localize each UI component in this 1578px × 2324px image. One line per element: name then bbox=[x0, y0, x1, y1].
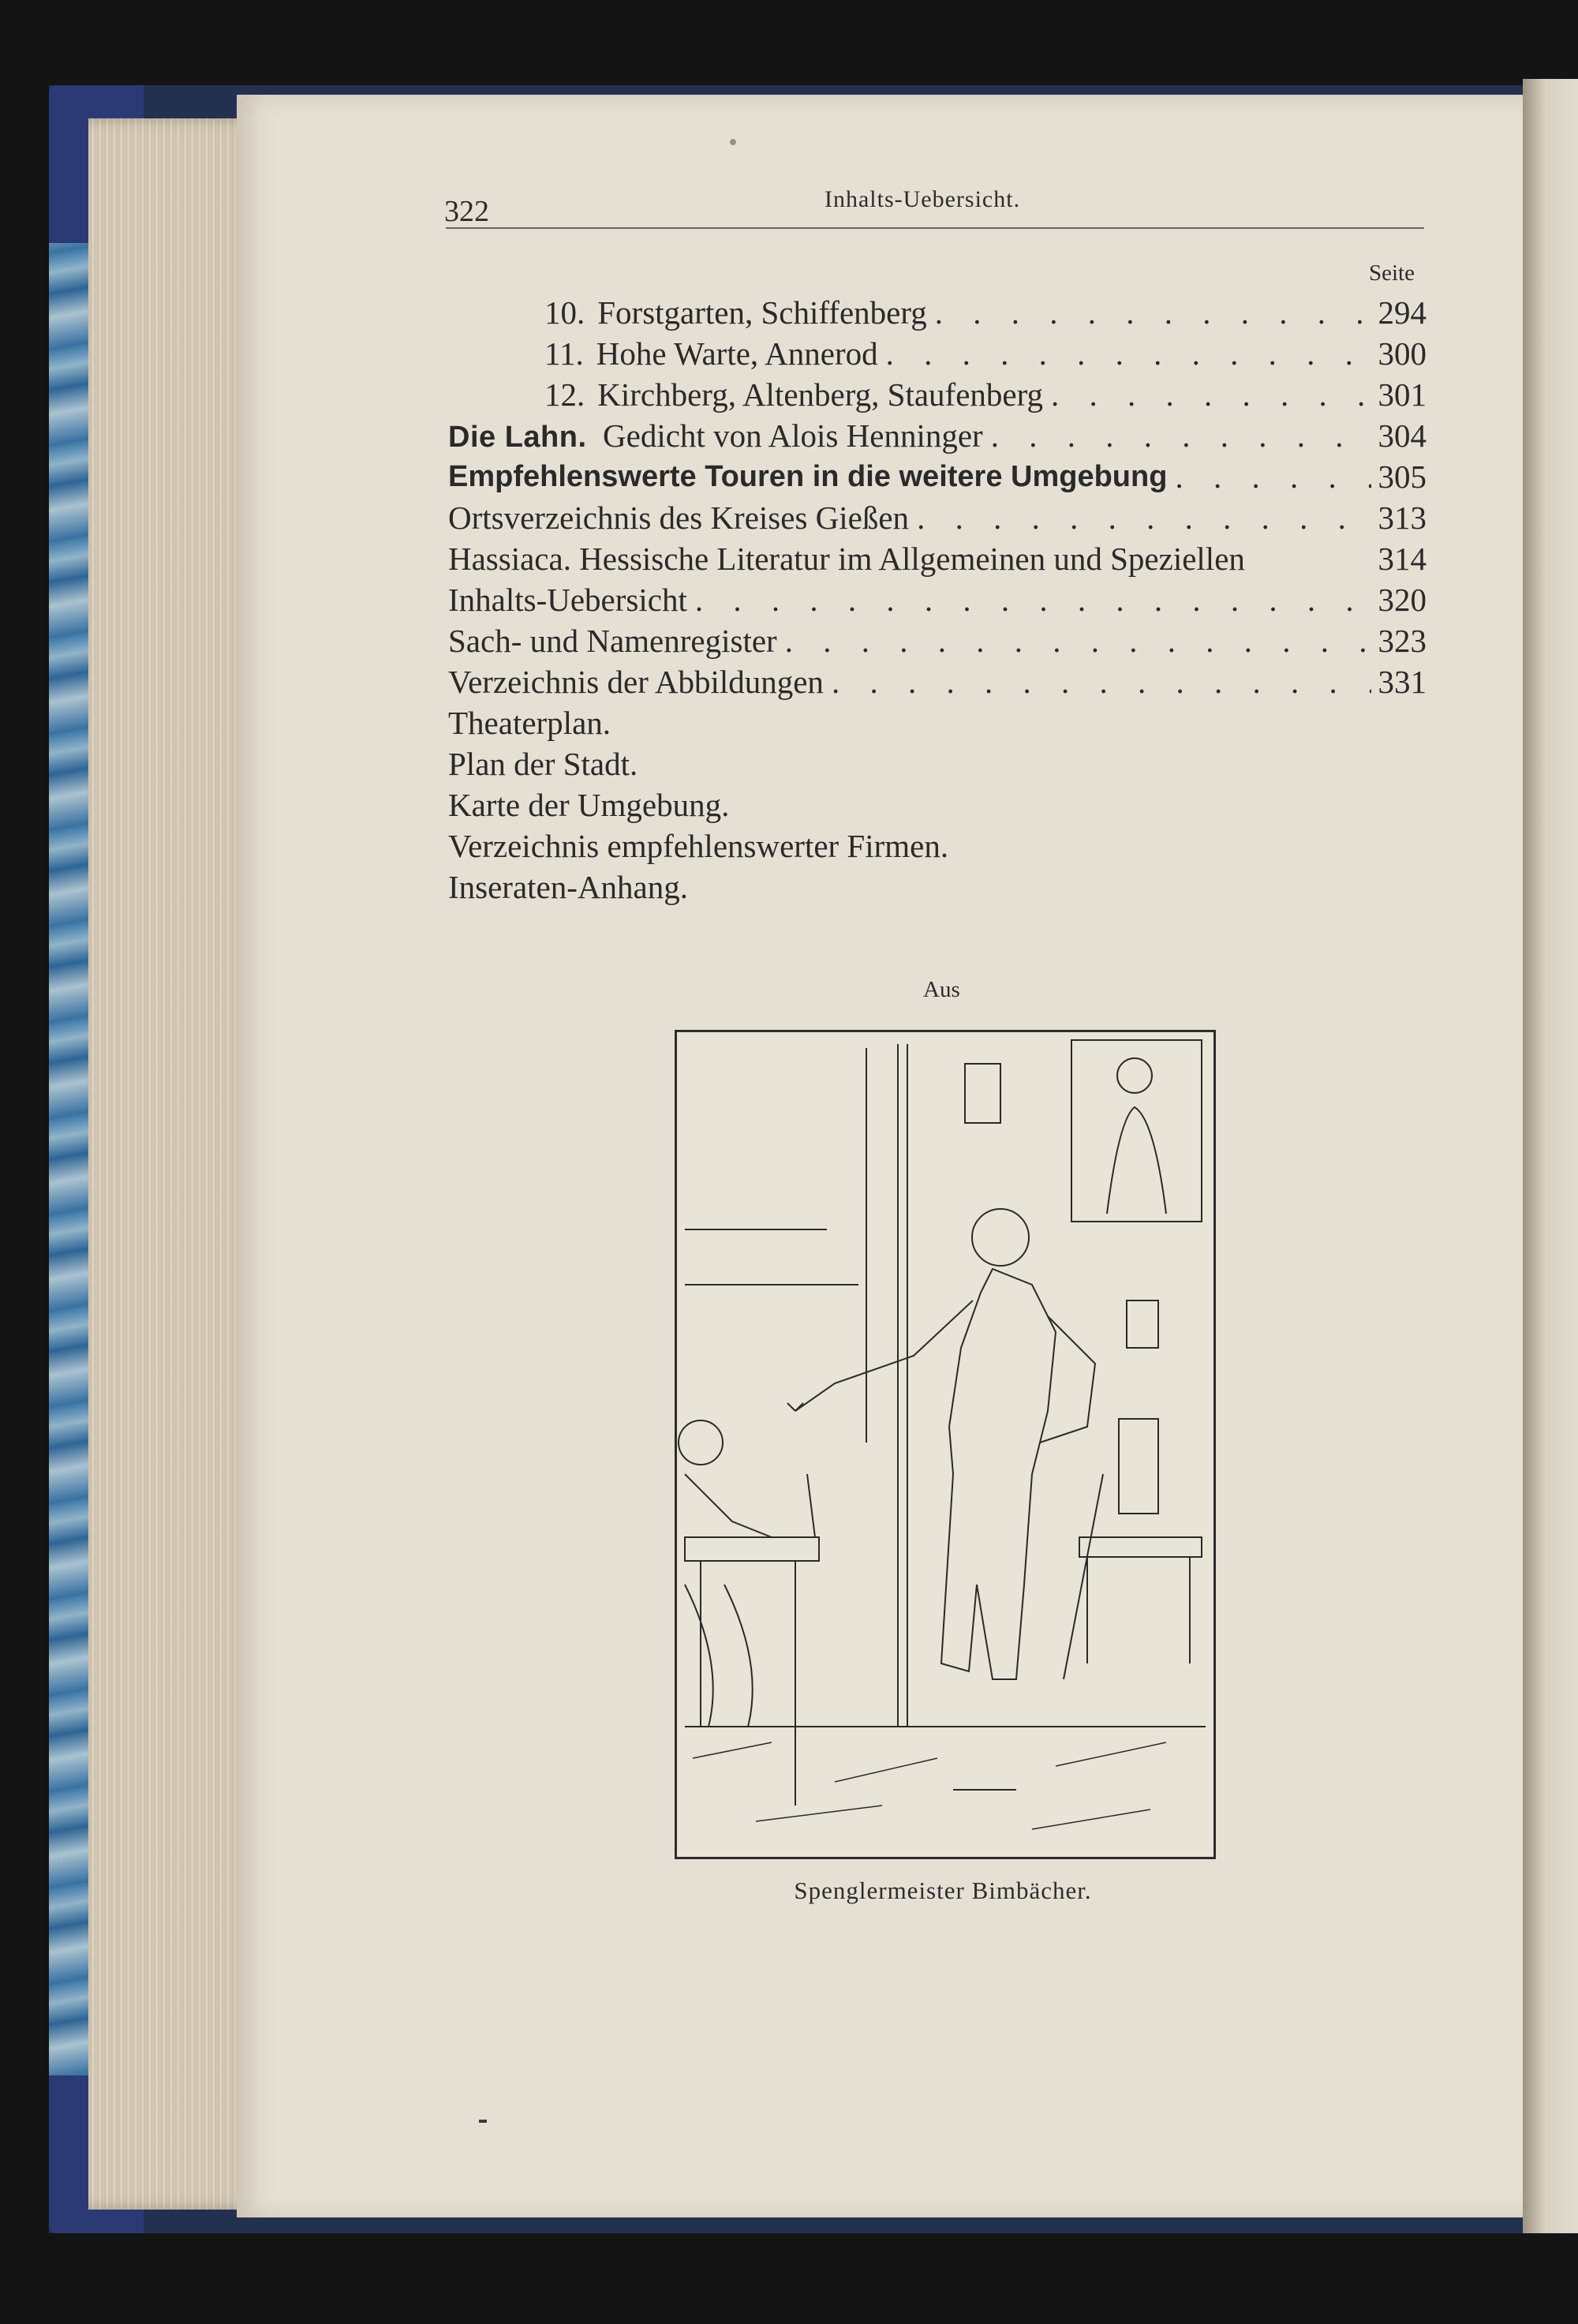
toc-entry-title bbox=[448, 415, 983, 456]
leader-dots bbox=[1167, 456, 1371, 497]
figure-apron bbox=[941, 1269, 1056, 1679]
figure-arm-on-hip bbox=[1040, 1316, 1095, 1443]
framed-picture bbox=[1071, 1040, 1202, 1222]
toc-entry bbox=[448, 620, 1427, 661]
toc-entry bbox=[448, 825, 1427, 866]
toc-entry-page: 331 bbox=[1378, 664, 1427, 700]
quill bbox=[807, 1474, 815, 1537]
leader-dots bbox=[909, 497, 1371, 538]
toc-entry bbox=[448, 661, 1427, 702]
side-table bbox=[1079, 1537, 1202, 1557]
toc-entry-number: 11. bbox=[544, 335, 584, 372]
leader-dots bbox=[983, 415, 1371, 456]
figure-caption: Spenglermeister Bimbächer. bbox=[794, 1877, 1092, 1904]
wall-icon bbox=[1127, 1300, 1158, 1348]
toc-entry-title: Ortsverzeichnis des Kreises Gießen bbox=[448, 500, 910, 536]
paper-speck bbox=[730, 139, 736, 145]
toc-entry bbox=[448, 866, 1427, 908]
toc-entry-title: Verzeichnis der Abbildungen bbox=[448, 664, 824, 700]
leader-dots bbox=[687, 579, 1371, 620]
toc-entry-title: Karte der Umgebung. bbox=[448, 787, 730, 823]
portrait-head bbox=[1117, 1058, 1152, 1093]
lamp bbox=[1119, 1419, 1158, 1514]
toc-entry-page: 320 bbox=[1378, 582, 1427, 618]
toc-entry bbox=[448, 415, 1427, 456]
floor-hatching bbox=[693, 1742, 1166, 1829]
leader-dots bbox=[1043, 374, 1371, 415]
page-column-label: Seite bbox=[1369, 260, 1415, 286]
leader-dots bbox=[927, 292, 1371, 333]
toc-entry-page: 304 bbox=[1378, 417, 1427, 454]
toc-entry-page: 300 bbox=[1378, 335, 1427, 372]
toc-entry bbox=[448, 292, 1427, 333]
toc-entry-title: Sach- und Namenregister bbox=[448, 623, 777, 659]
toc-entry-page: 313 bbox=[1378, 500, 1427, 536]
toc-entry bbox=[448, 743, 1427, 784]
figure-overline: Aus bbox=[923, 977, 960, 1002]
toc-entry bbox=[448, 702, 1427, 743]
leaning-tool bbox=[1064, 1474, 1103, 1679]
toc-entry bbox=[448, 538, 1427, 579]
ink-mark bbox=[479, 2120, 487, 2123]
seated-figure-head bbox=[679, 1420, 723, 1465]
toc-entry-title: Hohe Warte, Annerod bbox=[596, 335, 878, 372]
illustration bbox=[675, 1030, 1216, 1859]
leader-dots bbox=[1245, 538, 1371, 579]
work-bench bbox=[685, 1537, 819, 1561]
toc-entry-page: 323 bbox=[1378, 623, 1427, 659]
toc-entry bbox=[448, 456, 1427, 497]
toc-entry-title: Empfehlenswerte Touren in die weitere Umgebung bbox=[448, 460, 1168, 493]
toc-entry-title: Inseraten-Anhang. bbox=[448, 869, 688, 905]
toc-entry bbox=[448, 374, 1427, 415]
toc-entry bbox=[448, 579, 1427, 620]
running-title: Inhalts-Uebersicht. bbox=[825, 186, 1021, 212]
toc-entry bbox=[448, 333, 1427, 374]
toc-entry-lead: Die Lahn. bbox=[448, 421, 587, 454]
toc-entry-subtitle: Gedicht von Alois Henninger bbox=[603, 417, 983, 454]
leader-dots bbox=[824, 661, 1371, 702]
toc-entry bbox=[448, 784, 1427, 825]
table-of-contents bbox=[448, 292, 1427, 908]
seated-figure-arm bbox=[685, 1474, 772, 1537]
page-number: 322 bbox=[444, 195, 489, 228]
seated-figure-dress bbox=[685, 1585, 753, 1727]
line-drawing-craftsman bbox=[677, 1032, 1213, 1857]
toc-entry-title: Verzeichnis empfehlenswerter Firmen. bbox=[448, 828, 949, 864]
toc-entry-number: 12. bbox=[544, 376, 585, 413]
header-rule bbox=[446, 227, 1424, 229]
toc-entry-page: 294 bbox=[1378, 294, 1427, 331]
toc-entry bbox=[448, 497, 1427, 538]
wall-icon bbox=[965, 1064, 1000, 1123]
leader-dots bbox=[878, 333, 1371, 374]
toc-entry-title: Forstgarten, Schiffenberg bbox=[597, 294, 927, 331]
page-block-edge bbox=[88, 118, 254, 2210]
toc-entry-number: 10. bbox=[544, 294, 585, 331]
toc-entry-title: Plan der Stadt. bbox=[448, 746, 638, 782]
toc-entry-title: Hassiaca. Hessische Literatur im Allgemeinen und Speziellen bbox=[448, 541, 1245, 577]
leader-dots bbox=[777, 620, 1371, 661]
toc-entry-page: 314 bbox=[1378, 541, 1427, 577]
toc-entry-title: Kirchberg, Altenberg, Staufenberg bbox=[597, 376, 1044, 413]
book-gutter bbox=[1523, 79, 1578, 2233]
figure-pointing-arm bbox=[795, 1300, 973, 1411]
figure-head bbox=[972, 1209, 1029, 1266]
portrait-body bbox=[1107, 1107, 1166, 1214]
toc-entry-title: Theaterplan. bbox=[448, 705, 611, 741]
toc-entry-page: 301 bbox=[1378, 376, 1427, 413]
toc-entry-page: 305 bbox=[1378, 458, 1427, 495]
toc-entry-title: Inhalts-Uebersicht bbox=[448, 582, 687, 618]
